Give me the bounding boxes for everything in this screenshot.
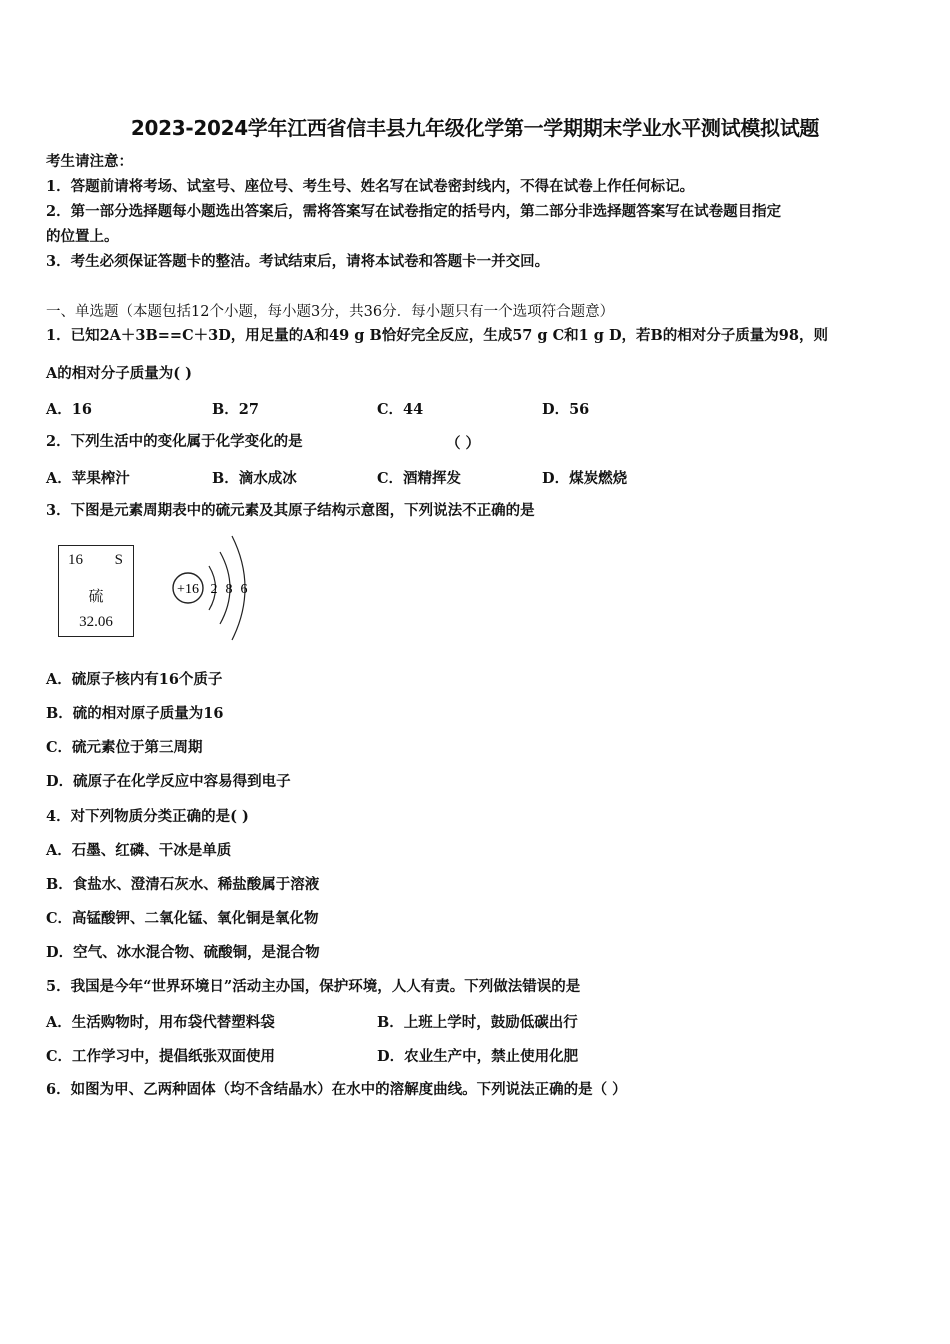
q1-option-b: B．27 bbox=[212, 401, 259, 418]
q3-option-d: D．硫原子在化学反应中容易得到电子 bbox=[46, 773, 291, 790]
shell-electrons-3: 6 bbox=[240, 582, 248, 597]
q1-stem-line2: A的相对分子质量为( ) bbox=[46, 365, 193, 382]
notice-item-2-cont: 的位置上。 bbox=[46, 228, 119, 245]
element-symbol: S bbox=[114, 552, 123, 568]
q2-answer-paren: （ ） bbox=[446, 435, 481, 452]
page-title: 2023-2024学年江西省信丰县九年级化学第一学期期末学业水平测试模拟试题 bbox=[130, 116, 820, 140]
q1-option-c: C．44 bbox=[377, 401, 424, 418]
q4-option-c: C．高锰酸钾、二氧化锰、氧化铜是氧化物 bbox=[46, 910, 319, 927]
q2-stem: 2．下列生活中的变化属于化学变化的是 bbox=[46, 433, 303, 450]
q2-option-d: D．煤炭燃烧 bbox=[542, 470, 628, 487]
q3-stem: 3．下图是元素周期表中的硫元素及其原子结构示意图，下列说法不正确的是 bbox=[46, 502, 535, 519]
notice-item-1: 1．答题前请将考场、试室号、座位号、考生号、姓名写在试卷密封线内，不得在试卷上作任何标记。 bbox=[46, 178, 695, 195]
q2-option-b: B．滴水成冰 bbox=[212, 470, 297, 487]
q2-option-a: A．苹果榨汁 bbox=[46, 470, 130, 487]
q2-option-c: C．酒精挥发 bbox=[377, 470, 462, 487]
section-heading: 一、单选题（本题包括12个小题，每小题3分，共36分．每小题只有一个选项符合题意） bbox=[46, 304, 615, 320]
q4-option-a: A．石墨、红磷、干冰是单质 bbox=[46, 842, 232, 859]
q5-option-c: C．工作学习中，提倡纸张双面使用 bbox=[46, 1048, 276, 1065]
q5-option-b: B．上班上学时，鼓励低碳出行 bbox=[377, 1014, 578, 1031]
sulfur-element-card bbox=[58, 545, 134, 637]
q4-option-b: B．食盐水、澄清石灰水、稀盐酸属于溶液 bbox=[46, 876, 320, 893]
q5-option-d: D．农业生产中，禁止使用化肥 bbox=[377, 1048, 579, 1065]
shell-electrons-2: 8 bbox=[225, 582, 233, 597]
q3-option-c: C．硫元素位于第三周期 bbox=[46, 739, 203, 756]
q1-option-d: D．56 bbox=[542, 401, 590, 418]
q3-option-b: B．硫的相对原子质量为16 bbox=[46, 705, 224, 722]
q6-stem: 6．如图为甲、乙两种固体（均不含结晶水）在水中的溶解度曲线。下列说法正确的是（ ） bbox=[46, 1081, 627, 1098]
q1-option-a: A．16 bbox=[46, 401, 92, 418]
notice-item-3: 3．考生必须保证答题卡的整洁。考试结束后，请将本试卷和答题卡一并交回。 bbox=[46, 253, 550, 270]
shell-electrons-1: 2 bbox=[210, 582, 218, 597]
element-name: 硫 bbox=[88, 589, 104, 605]
q4-option-d: D．空气、冰水混合物、硫酸铜，是混合物 bbox=[46, 944, 320, 961]
sulfur-atom-structure-diagram bbox=[166, 532, 256, 644]
q5-stem: 5．我国是今年“世界环境日”活动主办国，保护环境，人人有责。下列做法错误的是 bbox=[46, 978, 581, 995]
atom-nucleus-charge: +16 bbox=[177, 582, 199, 597]
element-atomic-number: 16 bbox=[68, 552, 83, 568]
q4-stem: 4．对下列物质分类正确的是( ) bbox=[46, 808, 249, 825]
q1-stem-line1: 1．已知2A＋3B==C＋3D，用足量的A和49 g B恰好完全反应，生成57 g C和1 g D，若B的相对分子质量为98，则 bbox=[46, 327, 828, 344]
q5-option-a: A．生活购物时，用布袋代替塑料袋 bbox=[46, 1014, 275, 1031]
q3-option-a: A．硫原子核内有16个质子 bbox=[46, 671, 223, 688]
notice-item-2: 2．第一部分选择题每小题选出答案后，需将答案写在试卷指定的括号内，第二部分非选择题答案写在试卷题目指定 bbox=[46, 203, 782, 220]
notice-heading: 考生请注意： bbox=[46, 153, 133, 170]
element-atomic-mass: 32.06 bbox=[79, 614, 113, 630]
